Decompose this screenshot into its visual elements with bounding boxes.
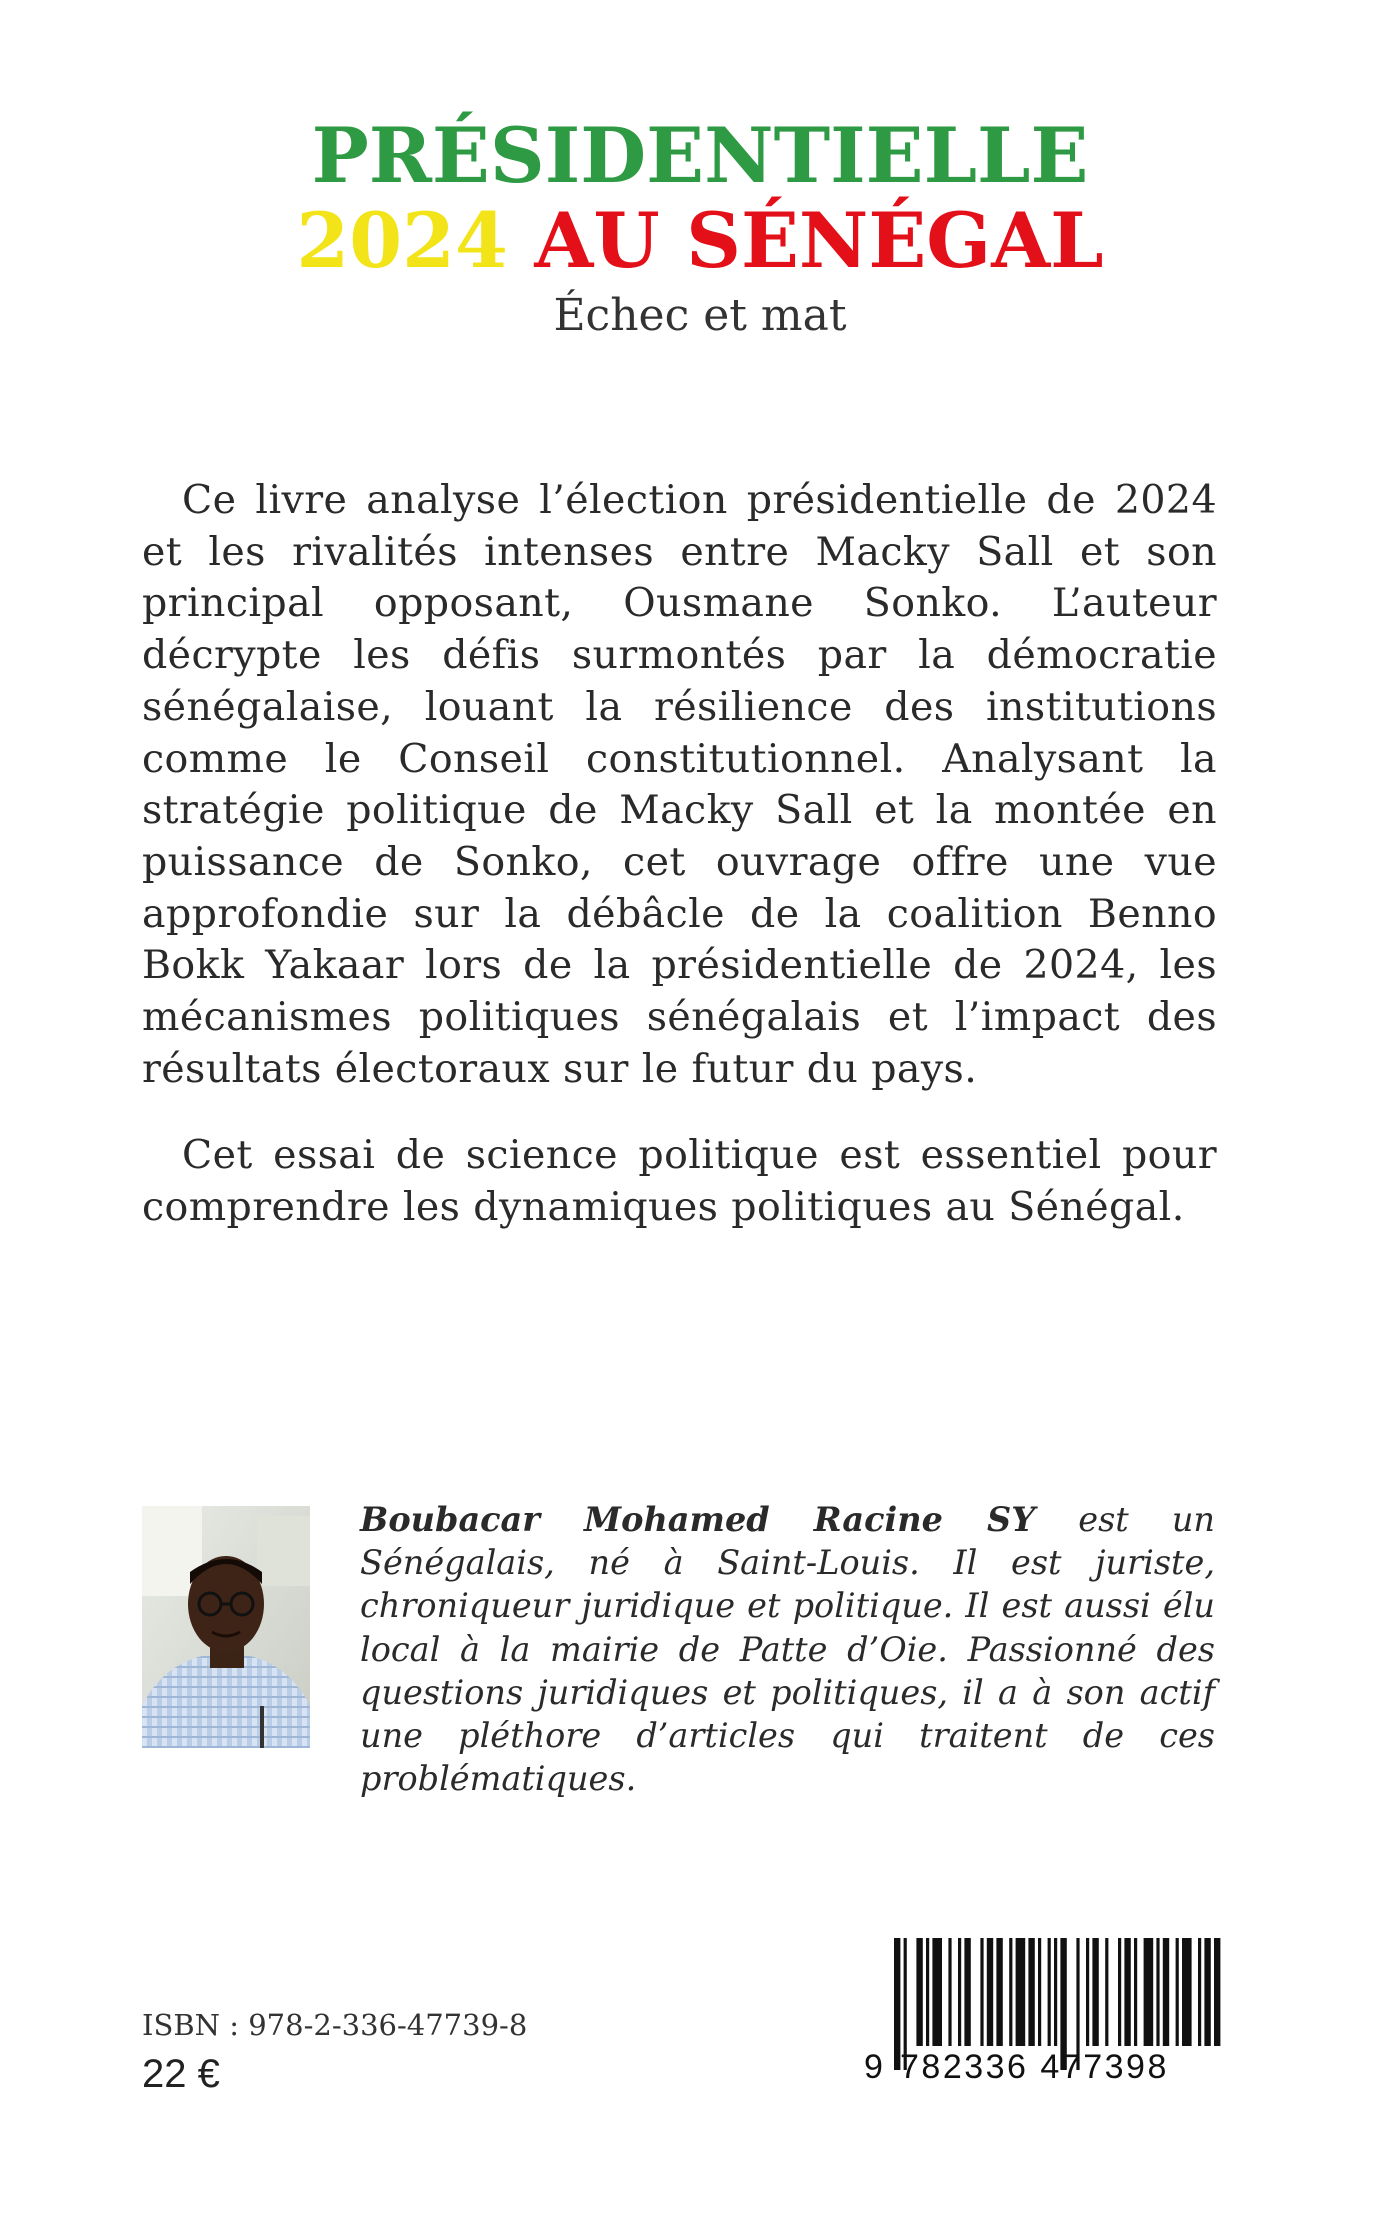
- barcode-bar: [1086, 1938, 1089, 2046]
- title-line-1: PRÉSIDENTIELLE: [311, 111, 1089, 200]
- barcode-bar: [1124, 1938, 1130, 2046]
- barcode-bar: [1198, 1938, 1201, 2046]
- barcode-bar: [916, 1938, 922, 2046]
- barcode-bar: [1182, 1938, 1192, 2046]
- isbn: ISBN : 978-2-336-47739-8: [142, 2008, 528, 2042]
- barcode-bar: [926, 1938, 929, 2046]
- barcode-rest-digits: 782336 477398: [900, 2048, 1169, 2086]
- author-name: Boubacar Mohamed Racine SY: [360, 1500, 1036, 1539]
- barcode-bar: [1038, 1938, 1041, 2046]
- author-bio: [360, 1498, 1215, 1800]
- barcode-bar: [1134, 1938, 1137, 2046]
- barcode-first-digit: 9: [864, 2048, 883, 2086]
- barcode-bar: [964, 1938, 970, 2046]
- title-country: AU SÉNÉGAL: [534, 196, 1104, 285]
- barcode-bar: [1204, 1938, 1210, 2046]
- barcode-bar: [996, 1938, 1002, 2046]
- barcode-bar: [1048, 1938, 1051, 2046]
- title-line-2: [0, 196, 1400, 285]
- subtitle: Échec et mat: [553, 290, 847, 341]
- author-bio-text: est un Sénégalais, né à Saint-Louis. Il est juriste, chroniqueur juridique et politique. Il est aussi élu local à la mairie de Patte d’Oie. Passionné des questions juridiques et politiques, il a à son actif une pléthore d’articles qui traitent de ces problématiques.: [360, 1500, 1215, 1799]
- barcode-bar: [987, 1938, 993, 2046]
- barcode-bar: [1176, 1938, 1179, 2046]
- barcode-bar: [1092, 1938, 1098, 2046]
- barcode-bar: [1156, 1938, 1159, 2046]
- barcode-bar: [1054, 1938, 1057, 2046]
- barcode-bar: [980, 1938, 983, 2046]
- barcode-bar: [1144, 1938, 1154, 2046]
- barcode-bar: [1163, 1938, 1169, 2046]
- title-year: 2024: [296, 196, 508, 285]
- barcode-bar: [1118, 1938, 1121, 2046]
- barcode-bar: [1214, 1938, 1220, 2046]
- barcode-bar: [1028, 1938, 1034, 2046]
- barcode-bar: [958, 1938, 961, 2046]
- barcode-bar: [1009, 1938, 1012, 2046]
- barcode-bar: [1105, 1938, 1108, 2046]
- description-paragraph-1: Ce livre analyse l’élection présidentielle de 2024 et les rivalités intenses entre Macky Sall et son principal opposant, Ousmane Sonko. L’auteur décrypte les défis surmontés par la démocratie sénégalaise, louant la résilience des institutions comme le Conseil constitutionnel. Analysant la stratégie politique de Macky Sall et la montée en puissance de Sonko, cet ouvrage offre une vue approfondie sur la débâcle de la coalition Benno Bokk Yakaar lors de la présidentielle de 2024, les mécanismes politiques sénégalais et l’impact des résultats électoraux sur le futur du pays.: [142, 477, 1217, 1092]
- author-photo: [142, 1506, 310, 1748]
- barcode-bar: [948, 1938, 951, 2046]
- description-paragraph-2: Cet essai de science politique est essentiel pour comprendre les dynamiques politiques au Sénégal.: [142, 1132, 1217, 1230]
- barcode-bar: [932, 1938, 942, 2046]
- price: 22 €: [142, 2052, 220, 2096]
- barcode-bar: [1016, 1938, 1026, 2046]
